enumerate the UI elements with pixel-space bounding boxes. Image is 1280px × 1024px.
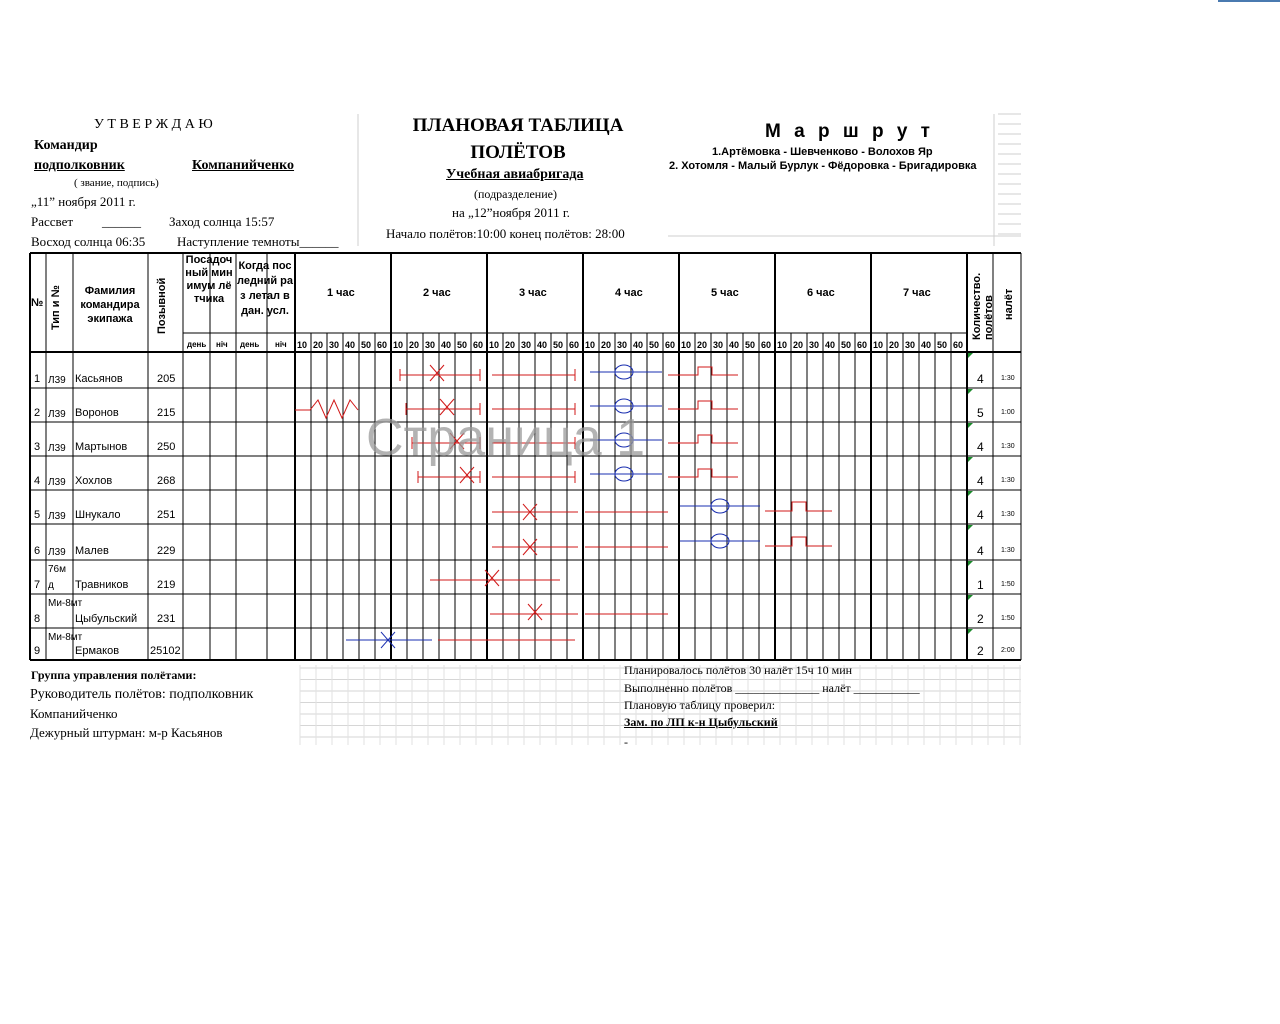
row-flight-time: 1:30 — [1001, 375, 1015, 382]
row-flight-time: 2:00 — [1001, 647, 1015, 654]
plan-times: Начало полётов:10:00 конец полётов: 28:00 — [386, 226, 625, 241]
sunrise-label: Восход солнца 06:35 — [31, 234, 146, 249]
plan-title-line2: ПОЛЁТОВ — [470, 142, 566, 163]
header-day: день — [240, 340, 260, 349]
row-callsign: 268 — [157, 475, 176, 487]
minute-label: 40 — [729, 340, 740, 350]
header-name: Фамилия командира экипажа — [80, 285, 140, 325]
row-flight-count: 4 — [977, 474, 984, 488]
sunset-label: Заход солнца 15:57 — [169, 214, 275, 229]
row-callsign: 251 — [157, 509, 176, 521]
hour-label: 2 час — [423, 287, 451, 299]
minute-label: 20 — [601, 340, 612, 350]
hour-label: 5 час — [711, 287, 739, 299]
minute-label: 10 — [777, 340, 788, 350]
minute-label: 40 — [345, 340, 356, 350]
row-callsign: 231 — [157, 613, 176, 625]
row-flight-count: 4 — [977, 440, 984, 454]
hour-label: 7 час — [903, 287, 931, 299]
cell-comment-marker — [968, 491, 973, 496]
minute-label: 40 — [441, 340, 452, 350]
plan-unit-note: (подразделение) — [474, 187, 557, 201]
row-name: Касьянов — [75, 373, 123, 385]
dark-label: Наступление темноты______ — [177, 234, 339, 249]
row-type: Л39 — [48, 443, 66, 454]
row-type: Л39 — [48, 477, 66, 488]
footer-director: Руководитель полётов: подполковник — [30, 687, 254, 702]
minute-label: 30 — [617, 340, 628, 350]
minute-label: 50 — [841, 340, 852, 350]
approve-date: „11” ноября 2011 г. — [31, 194, 136, 209]
minute-label: 30 — [905, 340, 916, 350]
plan-title-line1: ПЛАНОВАЯ ТАБЛИЦА — [412, 115, 624, 136]
minute-label: 10 — [873, 340, 884, 350]
row-name: Шнукало — [75, 509, 121, 521]
header-flight-time: налёт — [1003, 288, 1015, 320]
row-type: Л39 — [48, 375, 66, 386]
minute-label: 50 — [553, 340, 564, 350]
row-number: 7 — [34, 579, 41, 591]
minute-label: 60 — [953, 340, 964, 350]
row-name: Воронов — [75, 407, 119, 419]
row-name: Малев — [75, 545, 109, 557]
cell-comment-marker — [968, 525, 973, 530]
row-name: Травников — [75, 579, 129, 591]
row-number: 4 — [34, 475, 41, 487]
row-flight-time: 1:30 — [1001, 547, 1015, 554]
minute-label: 10 — [393, 340, 404, 350]
footer-director-name: Компанийченко — [30, 706, 118, 721]
hour-label: 1 час — [327, 287, 355, 299]
row-callsign: 25102 — [150, 645, 181, 657]
minute-label: 40 — [537, 340, 548, 350]
footer-checked: Плановую таблицу проверил: — [624, 698, 776, 712]
dawn-label: Рассвет — [31, 214, 74, 229]
minute-label: 20 — [409, 340, 420, 350]
header-type: Тип и № — [50, 285, 62, 330]
row-flight-count: 4 — [977, 372, 984, 386]
row-type: 76м д — [48, 564, 66, 591]
row-flight-count: 2 — [977, 644, 984, 658]
minute-label: 30 — [809, 340, 820, 350]
minute-label: 30 — [521, 340, 532, 350]
row-type: Ми-8мт — [48, 598, 83, 609]
minute-label: 10 — [681, 340, 692, 350]
row-number: 1 — [34, 373, 41, 385]
cell-comment-marker — [968, 561, 973, 566]
minute-label: 50 — [745, 340, 756, 350]
header-night: ніч — [275, 340, 287, 349]
row-number: 6 — [34, 545, 41, 557]
route-line-2: 2. Хотомля - Малый Бурлук - Фёдоровка - Бригадировка — [669, 160, 977, 172]
plan-date: на „12”ноября 2011 г. — [452, 205, 570, 220]
row-name: Ермаков — [75, 645, 120, 657]
approve-heading: У Т В Е Р Ж Д А Ю — [94, 117, 213, 132]
row-name: Цыбульский — [75, 613, 138, 625]
minute-label: 40 — [633, 340, 644, 350]
header-flight-count: Количество. полётов — [971, 272, 995, 340]
commander-label: Командир — [34, 138, 98, 153]
row-callsign: 215 — [157, 407, 176, 419]
row-type: Л39 — [48, 511, 66, 522]
cell-comment-marker — [968, 629, 973, 634]
header-callsign: Позывной — [156, 277, 168, 334]
hour-label: 4 час — [615, 287, 643, 299]
footer-checker: Зам. по ЛП к-н Цыбульский — [624, 715, 778, 729]
minute-label: 60 — [761, 340, 772, 350]
row-type: Л39 — [48, 547, 66, 558]
row-flight-count: 1 — [977, 578, 984, 592]
row-flight-time: 1:50 — [1001, 581, 1015, 588]
row-number: 5 — [34, 509, 41, 521]
minute-label: 20 — [889, 340, 900, 350]
minute-label: 50 — [937, 340, 948, 350]
header-night: ніч — [216, 340, 228, 349]
footer-navigator: Дежурный штурман: м-р Касьянов — [30, 725, 223, 740]
route-line-1: 1.Артёмовка - Шевченково - Волохов Яр — [712, 146, 933, 158]
minute-label: 20 — [697, 340, 708, 350]
row-type: Ми-8мт — [48, 632, 83, 643]
footer-planned: Планировалось полётов 30 налёт 15ч 10 мин — [624, 663, 853, 677]
row-flight-time: 1:50 — [1001, 615, 1015, 622]
row-name: Мартынов — [75, 441, 128, 453]
row-flight-time: 1:30 — [1001, 511, 1015, 518]
route-title: М а р ш р у т — [765, 121, 934, 142]
minute-label: 60 — [665, 340, 676, 350]
sign-note: ( звание, подпись) — [74, 177, 159, 189]
row-callsign: 205 — [157, 373, 176, 385]
footer-done: Выполненно полётов ______________ налёт ___________ — [624, 681, 920, 695]
row-number: 3 — [34, 441, 41, 453]
dawn-value: ______ — [102, 214, 141, 229]
footer-group: Группа управления полётами: — [31, 668, 197, 682]
page-watermark: Страница 1 — [366, 409, 646, 467]
cell-comment-marker — [968, 457, 973, 462]
minute-label: 20 — [313, 340, 324, 350]
row-name: Хохлов — [75, 475, 113, 487]
minute-label: 50 — [649, 340, 660, 350]
header-num: № — [31, 297, 44, 309]
hour-label: 3 час — [519, 287, 547, 299]
row-flight-time: 1:30 — [1001, 477, 1015, 484]
row-callsign: 229 — [157, 545, 176, 557]
minute-label: 30 — [425, 340, 436, 350]
row-flight-count: 4 — [977, 508, 984, 522]
header-minimum: Посадочный минимум лётчика — [185, 254, 233, 305]
minute-label: 50 — [457, 340, 468, 350]
minute-label: 10 — [297, 340, 308, 350]
commander-name: Компанийченко — [192, 158, 295, 173]
cell-comment-marker — [968, 353, 973, 358]
header-day: день — [187, 340, 207, 349]
row-callsign: 219 — [157, 579, 176, 591]
row-number: 2 — [34, 407, 41, 419]
header-last-flight: Когда последний раз летал в дан. усл. — [236, 260, 293, 317]
row-type: Л39 — [48, 409, 66, 420]
row-flight-time: 1:00 — [1001, 409, 1015, 416]
minute-label: 30 — [713, 340, 724, 350]
minute-label: 50 — [361, 340, 372, 350]
minute-label: 60 — [377, 340, 388, 350]
cell-comment-marker — [968, 389, 973, 394]
row-flight-count: 5 — [977, 406, 984, 420]
plan-unit: Учебная авиабригада — [446, 167, 584, 182]
row-callsign: 250 — [157, 441, 176, 453]
row-flight-count: 4 — [977, 544, 984, 558]
row-number: 8 — [34, 613, 41, 625]
minute-label: 20 — [793, 340, 804, 350]
minute-label: 10 — [489, 340, 500, 350]
minute-label: 60 — [857, 340, 868, 350]
minute-label: 10 — [585, 340, 596, 350]
hour-label: 6 час — [807, 287, 835, 299]
row-flight-time: 1:30 — [1001, 443, 1015, 450]
minute-label: 40 — [825, 340, 836, 350]
minute-label: 60 — [569, 340, 580, 350]
row-number: 9 — [34, 645, 41, 657]
cell-comment-marker — [968, 423, 973, 428]
minute-label: 60 — [473, 340, 484, 350]
row-flight-count: 2 — [977, 612, 984, 626]
commander-rank: подполковник — [34, 158, 125, 173]
cell-comment-marker — [968, 595, 973, 600]
minute-label: 40 — [921, 340, 932, 350]
minute-label: 30 — [329, 340, 340, 350]
footer-dash: - — [624, 735, 628, 749]
minute-label: 20 — [505, 340, 516, 350]
